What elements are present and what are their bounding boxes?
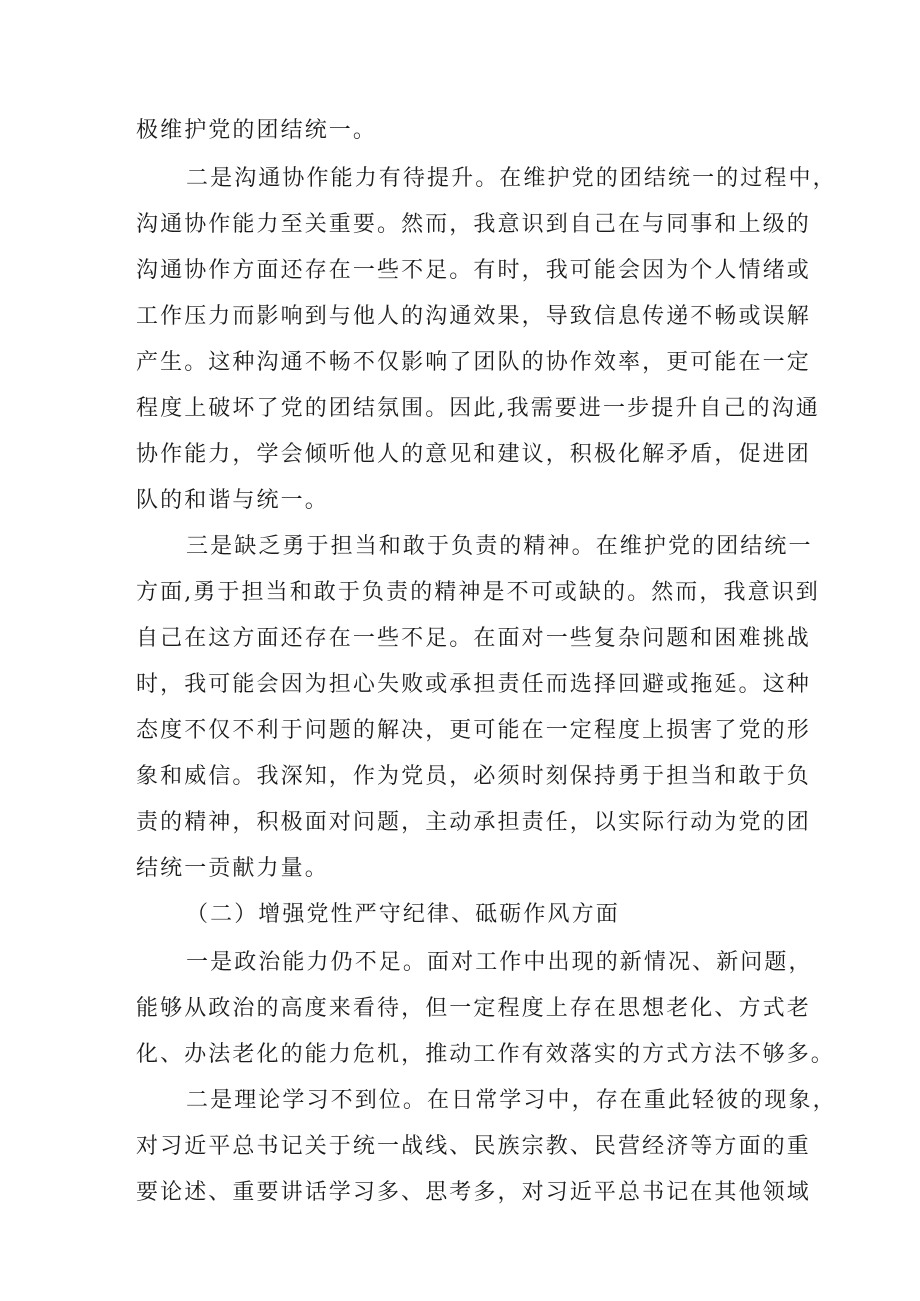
text-line: 化、办法老化的能力危机，推动工作有效落实的方式方法不够多。	[136, 1042, 835, 1067]
text-line: 自己在这方面还存在一些不足。在面对一些复杂问题和困难挑战	[136, 626, 811, 651]
paragraph-start-line: 二是理论学习不到位。在日常学习中，存在重此轻彼的现象，	[186, 1088, 837, 1113]
text-line: 工作压力而影响到与他人的沟通效果，导致信息传递不畅或误解	[136, 304, 811, 329]
text-line: 时，我可能会因为担心失败或承担责任而选择回避或拖延。这种	[136, 672, 811, 697]
text-line: 象和威信。我深知，作为党员，必须时刻保持勇于担当和敢于负	[136, 764, 811, 789]
text-line: 程度上破坏了党的团结氛围。因此,我需要进一步提升自己的沟通	[136, 396, 820, 421]
text-line: 态度不仅不利于问题的解决，更可能在一定程度上损害了党的形	[136, 718, 811, 743]
text-line: 产生。这种沟通不畅不仅影响了团队的协作效率，更可能在一定	[136, 350, 811, 375]
paragraph-start-line: 一是政治能力仍不足。面对工作中出现的新情况、新问题，	[186, 950, 813, 975]
text-line: 能够从政治的高度来看待，但一定程度上存在思想老化、方式老	[136, 996, 811, 1021]
text-line: 协作能力，学会倾听他人的意见和建议，积极化解矛盾，促进团	[136, 442, 811, 467]
text-line: 极维护党的团结统一。	[136, 118, 378, 143]
text-line: 责的精神，积极面对问题，主动承担责任，以实际行动为党的团	[136, 810, 811, 835]
paragraph-start-line: 二是沟通协作能力有待提升。在维护党的团结统一的过程中，	[186, 166, 837, 191]
text-line: 队的和谐与统一。	[136, 488, 329, 513]
text-line: 结统一贡献力量。	[136, 856, 329, 881]
section-heading: （二）增强党性严守纪律、砥砺作风方面	[186, 902, 620, 927]
paragraph-start-line: 三是缺乏勇于担当和敢于负责的精神。在维护党的团结统一	[186, 534, 813, 559]
text-line: 要论述、重要讲话学习多、思考多，对习近平总书记在其他领域	[136, 1180, 811, 1205]
text-line: 沟通协作能力至关重要。然而，我意识到自己在与同事和上级的	[136, 212, 811, 237]
text-line: 方面,勇于担当和敢于负责的精神是不可或缺的。然而，我意识到	[136, 580, 820, 605]
text-line: 沟通协作方面还存在一些不足。有时，我可能会因为个人情绪或	[136, 258, 811, 283]
text-line: 对习近平总书记关于统一战线、民族宗教、民营经济等方面的重	[136, 1134, 811, 1159]
